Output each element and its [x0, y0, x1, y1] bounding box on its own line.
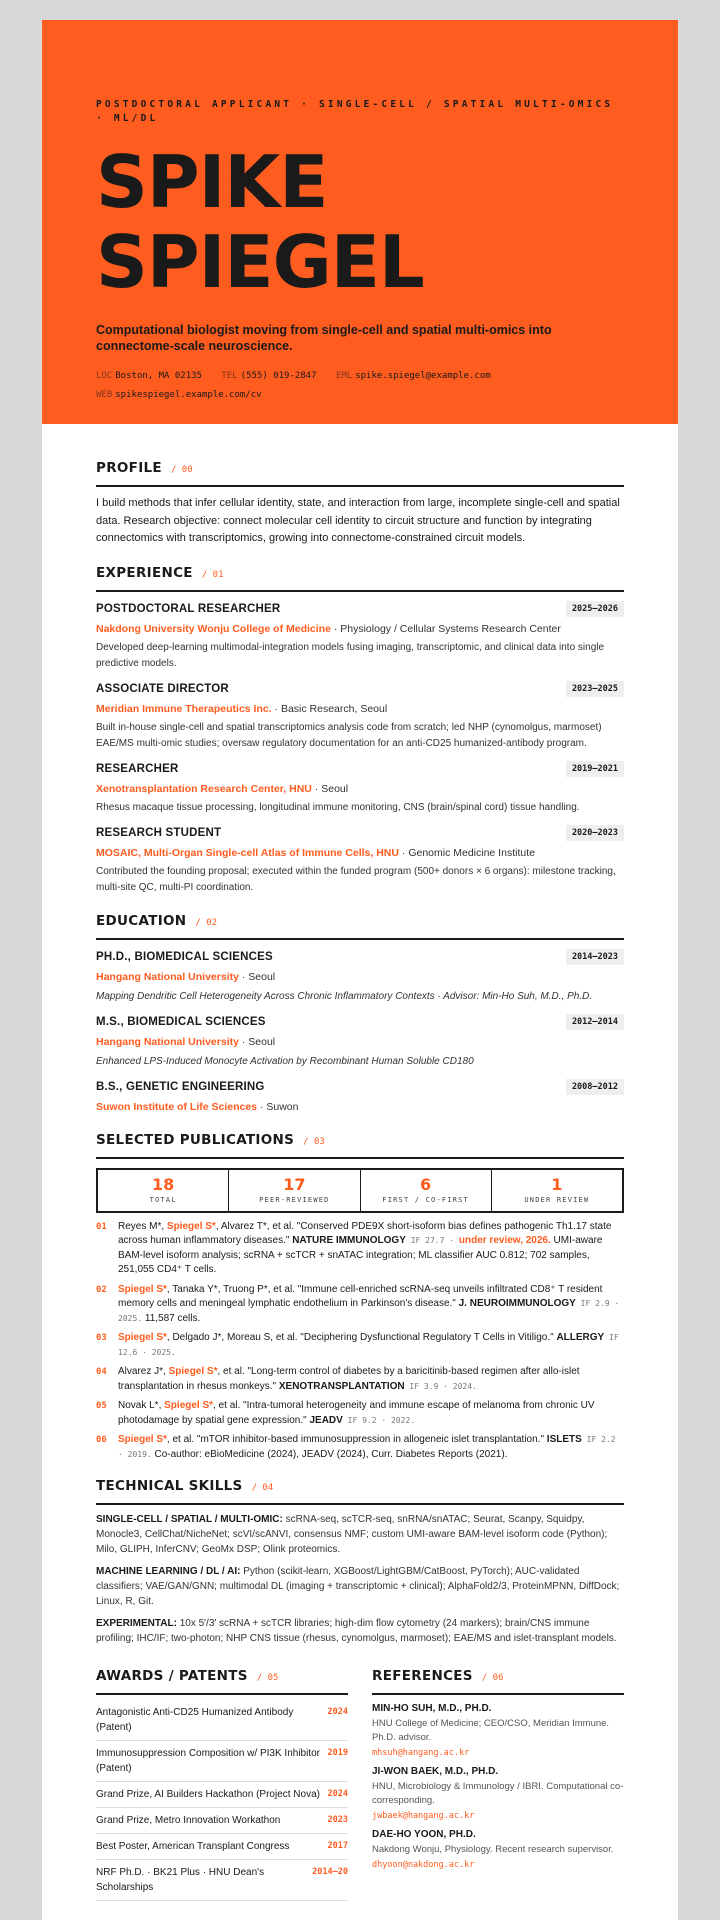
citation-title: , Delgado J*, Moreau S, et al. "Deciphering Dysfunctional Regulatory T Cells in Vitiligo."	[166, 1332, 557, 1343]
contact-location: LOC Boston, MA 02135	[96, 371, 202, 381]
section-header	[96, 1132, 624, 1159]
institution-name: Hangang National University	[96, 1035, 239, 1048]
experience-entry	[96, 761, 624, 816]
profile-text: I build methods that infer cellular identity, state, and interaction from large, incomplete single-cell and spatial data. Research objective: connect molecular cell identity to circuit structure and function by integrating connectomics with transcriptomics, growing into connectome-constrained circuit models.	[96, 497, 620, 544]
author-highlight: Spiegel S*	[118, 1283, 167, 1295]
impact-factor: IF 9.2 · 2022.	[342, 1415, 416, 1425]
institution-line	[96, 1034, 624, 1050]
date-badge: 2020–2023	[566, 825, 624, 841]
experience-entry	[96, 825, 624, 896]
section-title: TECHNICAL SKILLS	[96, 1478, 243, 1494]
bottom-columns	[96, 1668, 624, 1901]
section-title: REFERENCES	[372, 1668, 473, 1684]
citation-notes: 11,587 cells.	[142, 1312, 201, 1324]
stat-cell	[98, 1170, 229, 1211]
organization-unit: · Basic Research, Seoul	[271, 702, 388, 715]
contact-phone[interactable]: TEL (555) 019-2847	[221, 371, 317, 381]
publication-citation	[118, 1365, 624, 1394]
section-title: SELECTED PUBLICATIONS	[96, 1131, 295, 1148]
organization-unit: · Seoul	[311, 782, 349, 795]
award-name: Grand Prize, Metro Innovation Workathon	[96, 1815, 281, 1826]
education-list	[96, 949, 624, 1115]
section-number: / 05	[256, 1673, 279, 1683]
degree-title: PH.D., BIOMEDICAL SCIENCES	[96, 950, 273, 963]
impact-factor: IF 2.9 · 2025.	[118, 1299, 620, 1323]
reference-email[interactable]: dhyoon@nakdong.ac.kr	[372, 1860, 475, 1870]
education-entry	[96, 1079, 624, 1115]
section-header	[96, 565, 624, 592]
organization-unit: · Genomic Medicine Institute	[398, 846, 535, 859]
publication-list	[96, 1220, 624, 1463]
award-name: Immunosuppression Composition w/ PI3K Inhibitor (Patent)	[96, 1748, 320, 1774]
stat-label: PEER-REVIEWED	[259, 1195, 330, 1204]
education-entry	[96, 1014, 624, 1070]
contact-email[interactable]: EML spike.spiegel@example.com	[335, 371, 491, 381]
authors-before: Alvarez J*,	[118, 1366, 169, 1377]
reference-description: Nakdong Wonju, Physiology. Recent research supervisor.	[372, 1844, 614, 1855]
reference-name: MIN-HO SUH, M.D., PH.D.	[372, 1703, 492, 1714]
section-number: / 04	[251, 1483, 274, 1493]
award-name: Best Poster, American Transplant Congress	[96, 1841, 290, 1852]
job-description: Developed deep-learning multimodal-integration models fusing imaging, transcriptomic, and clinical data into single predictive models.	[96, 641, 605, 669]
reference-email[interactable]: mhsuh@hangang.ac.kr	[372, 1748, 470, 1758]
organization-unit: · Physiology / Cellular Systems Research Center	[330, 622, 561, 635]
skill-group	[96, 1564, 624, 1609]
organization-name: Nakdong University Wonju College of Medicine	[96, 622, 331, 635]
education-entry	[96, 949, 624, 1005]
publication-number: 03	[96, 1333, 107, 1343]
kicker: POSTDOCTORAL APPLICANT · SINGLE-CELL / SPATIAL MULTI-OMICS · ML/DL	[96, 99, 614, 124]
stat-value: 6	[420, 1174, 432, 1194]
entry-header	[96, 601, 624, 617]
reference-item	[372, 1766, 624, 1821]
institution-location: · Seoul	[238, 1035, 276, 1048]
author-highlight: Spiegel S*	[118, 1332, 167, 1343]
skills-list	[96, 1512, 624, 1646]
review-status: under review, 2026.	[458, 1235, 551, 1246]
section-header	[96, 1478, 624, 1505]
organization-line	[96, 621, 624, 637]
section-title: EXPERIENCE	[96, 564, 193, 581]
experience-entry	[96, 601, 624, 672]
section-header	[96, 1668, 348, 1695]
award-item	[96, 1808, 348, 1834]
publications-section	[96, 1132, 624, 1463]
award-name: NRF Ph.D. · BK21 Plus · HNU Dean's Scholarships	[96, 1867, 265, 1893]
publication-item	[96, 1433, 624, 1462]
journal-name: ISLETS	[546, 1434, 582, 1445]
publication-item	[96, 1365, 624, 1394]
author-highlight: Spiegel S*	[168, 1366, 218, 1377]
resume-page	[42, 20, 678, 1920]
publication-number: 06	[96, 1435, 107, 1445]
publication-citation	[118, 1399, 624, 1428]
references-list	[372, 1703, 624, 1870]
author-highlight: Spiegel S*	[118, 1434, 167, 1445]
stat-cell	[361, 1170, 492, 1211]
institution-location: · Seoul	[238, 970, 276, 983]
section-number: / 03	[303, 1136, 325, 1147]
thesis-note: Mapping Dendritic Cell Heterogeneity Across Chronic Inflammatory Contexts · Advisor: Min-Ho Suh, M.D., Ph.D.	[96, 990, 593, 1002]
date-badge: 2014–2023	[566, 949, 624, 965]
reference-email[interactable]: jwbaek@hangang.ac.kr	[372, 1811, 475, 1821]
job-description: Rhesus macaque tissue processing, longitudinal immune monitoring, CNS (brain/spinal cord) tissue handling.	[96, 801, 580, 813]
job-title: RESEARCHER	[96, 762, 179, 775]
award-name: Antagonistic Anti-CD25 Humanized Antibody (Patent)	[96, 1707, 294, 1733]
award-year: 2019	[327, 1748, 348, 1758]
degree-title: B.S., GENETIC ENGINEERING	[96, 1080, 265, 1093]
award-name: Grand Prize, AI Builders Hackathon (Project Nova)	[96, 1789, 320, 1800]
reference-item	[372, 1829, 624, 1870]
stat-value: 18	[151, 1174, 175, 1194]
impact-factor: IF 2.2 · 2019.	[118, 1435, 616, 1459]
publication-citation	[118, 1220, 624, 1278]
section-number: / 00	[170, 465, 193, 475]
entry-header	[96, 681, 624, 697]
stat-value: 1	[551, 1174, 563, 1194]
citation-title: , Tanaka Y*, Truong P*, et al. "Immune cell-enriched scRNA-seq unveils infiltrated CD8⁺ T resident memory cells and meningeal lymphatic endothelium in Parkinson's disease."	[118, 1283, 603, 1309]
institution-name: Suwon Institute of Life Sciences	[96, 1100, 258, 1113]
name-line-last: SPIEGEL	[96, 220, 424, 304]
section-header	[96, 460, 624, 487]
section-header	[372, 1668, 624, 1695]
date-badge: 2025–2026	[566, 601, 624, 617]
date-badge: 2008–2012	[566, 1079, 624, 1095]
name-line-first: SPIKE	[96, 140, 328, 224]
institution-line	[96, 1099, 624, 1115]
citation-title: , et al. "mTOR inhibitor-based immunosuppression in allogeneic islet transplantation."	[166, 1434, 547, 1445]
publication-number: 04	[96, 1367, 107, 1377]
publication-citation	[118, 1331, 624, 1360]
organization-name: Xenotransplantation Research Center, HNU	[96, 782, 312, 795]
stat-label: FIRST / CO-FIRST	[382, 1195, 469, 1204]
stat-label: UNDER REVIEW	[524, 1195, 590, 1204]
authors-before: Novak L*,	[118, 1400, 165, 1411]
job-description: Built in-house single-cell and spatial transcriptomics analysis code from scratch; led NHP (cynomolgus, marmoset) EAE/MS multi-omic studies; oversaw regulatory documentation for an anti-CD25 humanized-antibody program.	[96, 721, 602, 749]
award-item	[96, 1834, 348, 1860]
authors-before: Reyes M*,	[118, 1220, 167, 1232]
education-section	[96, 913, 624, 1115]
publication-item	[96, 1331, 624, 1360]
date-badge: 2012–2014	[566, 1014, 624, 1030]
author-highlight: Spiegel S*	[166, 1220, 216, 1232]
award-year: 2024	[327, 1789, 348, 1799]
section-title: PROFILE	[96, 460, 162, 476]
stat-cell	[229, 1170, 360, 1211]
institution-location: · Suwon	[257, 1100, 299, 1113]
entry-header	[96, 1014, 624, 1030]
candidate-name	[96, 142, 624, 302]
skill-label: SINGLE-CELL / SPATIAL / MULTI-OMIC:	[96, 1514, 283, 1525]
skill-text: Python (scikit-learn, XGBoost/LightGBM/CatBoost, PyTorch); AUC-validated classifiers; VAE/GAN/GNN; multimodal DL (imaging + transcriptomic + clinical); AlphaFold2/3, ProteinMPNN, DiffDock; Linux, R, Git.	[96, 1566, 620, 1607]
entry-header	[96, 825, 624, 841]
organization-line	[96, 781, 624, 797]
publication-number: 01	[96, 1221, 107, 1232]
experience-list	[96, 601, 624, 896]
author-highlight: Spiegel S*	[164, 1400, 214, 1411]
job-title: RESEARCH STUDENT	[96, 826, 222, 839]
date-badge: 2019–2021	[566, 761, 624, 777]
awards-list	[96, 1700, 348, 1901]
publication-item	[96, 1283, 624, 1327]
header-block	[42, 20, 678, 424]
citation-notes: UMI-aware BAM-level isoform analysis; scRNA + scTCR + snATAC integration; ML classifier AUC 0.812; 702 samples, 251,055 CD4⁺ T cells.	[118, 1235, 603, 1275]
citation-title: , Alvarez T*, et al. "Conserved PDE9X short-isoform bias defines pathogenic Th1.17 state across human inflammatory diseases."	[118, 1220, 612, 1246]
thesis-note: Enhanced LPS-Induced Monocyte Activation by Recombinant Human Soluble CD180	[96, 1055, 474, 1067]
section-title: EDUCATION	[96, 912, 187, 929]
stat-label: TOTAL	[149, 1195, 177, 1204]
reference-item	[372, 1703, 624, 1758]
section-number: / 02	[195, 917, 218, 928]
experience-section	[96, 565, 624, 896]
publication-number: 05	[96, 1401, 107, 1411]
journal-name: J. NEUROIMMUNOLOGY	[458, 1298, 576, 1309]
reference-description: HNU College of Medicine; CEO/CSO, Meridian Immune. Ph.D. advisor.	[372, 1718, 610, 1743]
publication-citation	[118, 1283, 624, 1327]
publication-number: 02	[96, 1284, 107, 1295]
skills-section	[96, 1478, 624, 1646]
impact-factor: IF 3.9 · 2024.	[404, 1381, 477, 1391]
award-item	[96, 1782, 348, 1808]
experience-entry	[96, 681, 624, 752]
section-number: / 06	[481, 1673, 504, 1683]
journal-name: JEADV	[309, 1414, 343, 1426]
awards-section	[96, 1668, 348, 1901]
journal-name: NATURE IMMUNOLOGY	[292, 1235, 406, 1246]
reference-name: DAE-HO YOON, PH.D.	[372, 1829, 476, 1840]
journal-name: ALLERGY	[556, 1332, 605, 1343]
publication-stats	[96, 1168, 624, 1213]
organization-name: Meridian Immune Therapeutics Inc.	[96, 702, 272, 715]
job-description: Contributed the founding proposal; executed within the funded program (500+ donors × 6 organs): milestone tracking, multi-site QC, multi-PI coordination.	[96, 865, 616, 893]
publication-item	[96, 1399, 624, 1428]
impact-factor: IF 12.6 · 2025.	[118, 1333, 619, 1357]
award-item	[96, 1700, 348, 1741]
publication-item	[96, 1220, 624, 1278]
organization-name: MOSAIC, Multi-Organ Single-cell Atlas of Immune Cells, HNU	[96, 846, 399, 859]
institution-line	[96, 969, 624, 985]
contact-website[interactable]: WEB spikespiegel.example.com/cv	[96, 390, 262, 400]
award-item	[96, 1860, 348, 1901]
profile-section	[96, 460, 624, 548]
award-item	[96, 1741, 348, 1782]
skill-text: 10x 5′/3′ scRNA + scTCR libraries; high-dim flow cytometry (24 markers); brain/CNS immune profiling; IHC/IF; two-photon; NHP CNS tissue (rhesus, cynomolgus, marmoset); EAE/MS and islet-transplant models.	[96, 1618, 617, 1644]
citation-notes: Co-author: eBioMedicine (2024), JEADV (2024), Curr. Diabetes Reports (2021).	[151, 1448, 508, 1460]
citation-title: , et al. "Intra-tumoral heterogeneity and immune escape of melanoma from chronic UV photodamage by spatial gene expression."	[118, 1400, 595, 1426]
skill-group	[96, 1512, 624, 1557]
award-year: 2017	[327, 1841, 348, 1851]
reference-name: JI-WON BAEK, M.D., PH.D.	[372, 1766, 499, 1777]
section-title: AWARDS / PATENTS	[96, 1668, 248, 1684]
publication-citation	[118, 1433, 624, 1462]
entry-header	[96, 1079, 624, 1095]
resume-body	[42, 460, 678, 1901]
stat-cell	[492, 1170, 622, 1211]
citation-title: , et al. "Long-term control of diabetes by a baricitinib-based regimen after allo-islet transplantation in rhesus monkeys."	[118, 1366, 580, 1392]
award-year: 2023	[327, 1815, 348, 1825]
organization-line	[96, 845, 624, 861]
organization-line	[96, 701, 624, 717]
impact-factor: IF 27.7 ·	[405, 1236, 459, 1245]
section-number: / 01	[201, 569, 224, 580]
skill-label: EXPERIMENTAL:	[96, 1618, 177, 1629]
job-title: POSTDOCTORAL RESEARCHER	[96, 602, 281, 615]
reference-description: HNU, Microbiology & Immunology / IBRI. Computational co-corresponding.	[372, 1781, 624, 1806]
degree-title: M.S., BIOMEDICAL SCIENCES	[96, 1015, 266, 1028]
date-badge: 2023–2025	[566, 681, 624, 697]
contact-info	[96, 367, 624, 405]
tagline: Computational biologist moving from single-cell and spatial multi-omics into connectome-scale neuroscience.	[96, 323, 552, 353]
award-year: 2014–20	[312, 1867, 348, 1877]
skill-group	[96, 1616, 624, 1646]
skill-label: MACHINE LEARNING / DL / AI:	[96, 1566, 241, 1577]
institution-name: Hangang National University	[96, 970, 239, 983]
entry-header	[96, 761, 624, 777]
journal-name: XENOTRANSPLANTATION	[278, 1380, 405, 1392]
skill-text: scRNA-seq, scTCR-seq, snRNA/snATAC; Seurat, Scanpy, Squidpy, Monocle3, CellChat/NicheNet; scVI/scANVI, consensus NMF; custom UMI-aware BAM-level isoform code (Python); Milo, GLIPH, InferCNV; GeoMx DSP; Olink proteomics.	[96, 1514, 608, 1555]
stat-value: 17	[283, 1174, 306, 1194]
award-year: 2024	[327, 1707, 348, 1717]
section-header	[96, 913, 624, 940]
job-title: ASSOCIATE DIRECTOR	[96, 682, 229, 695]
entry-header	[96, 949, 624, 965]
references-section	[372, 1668, 624, 1901]
